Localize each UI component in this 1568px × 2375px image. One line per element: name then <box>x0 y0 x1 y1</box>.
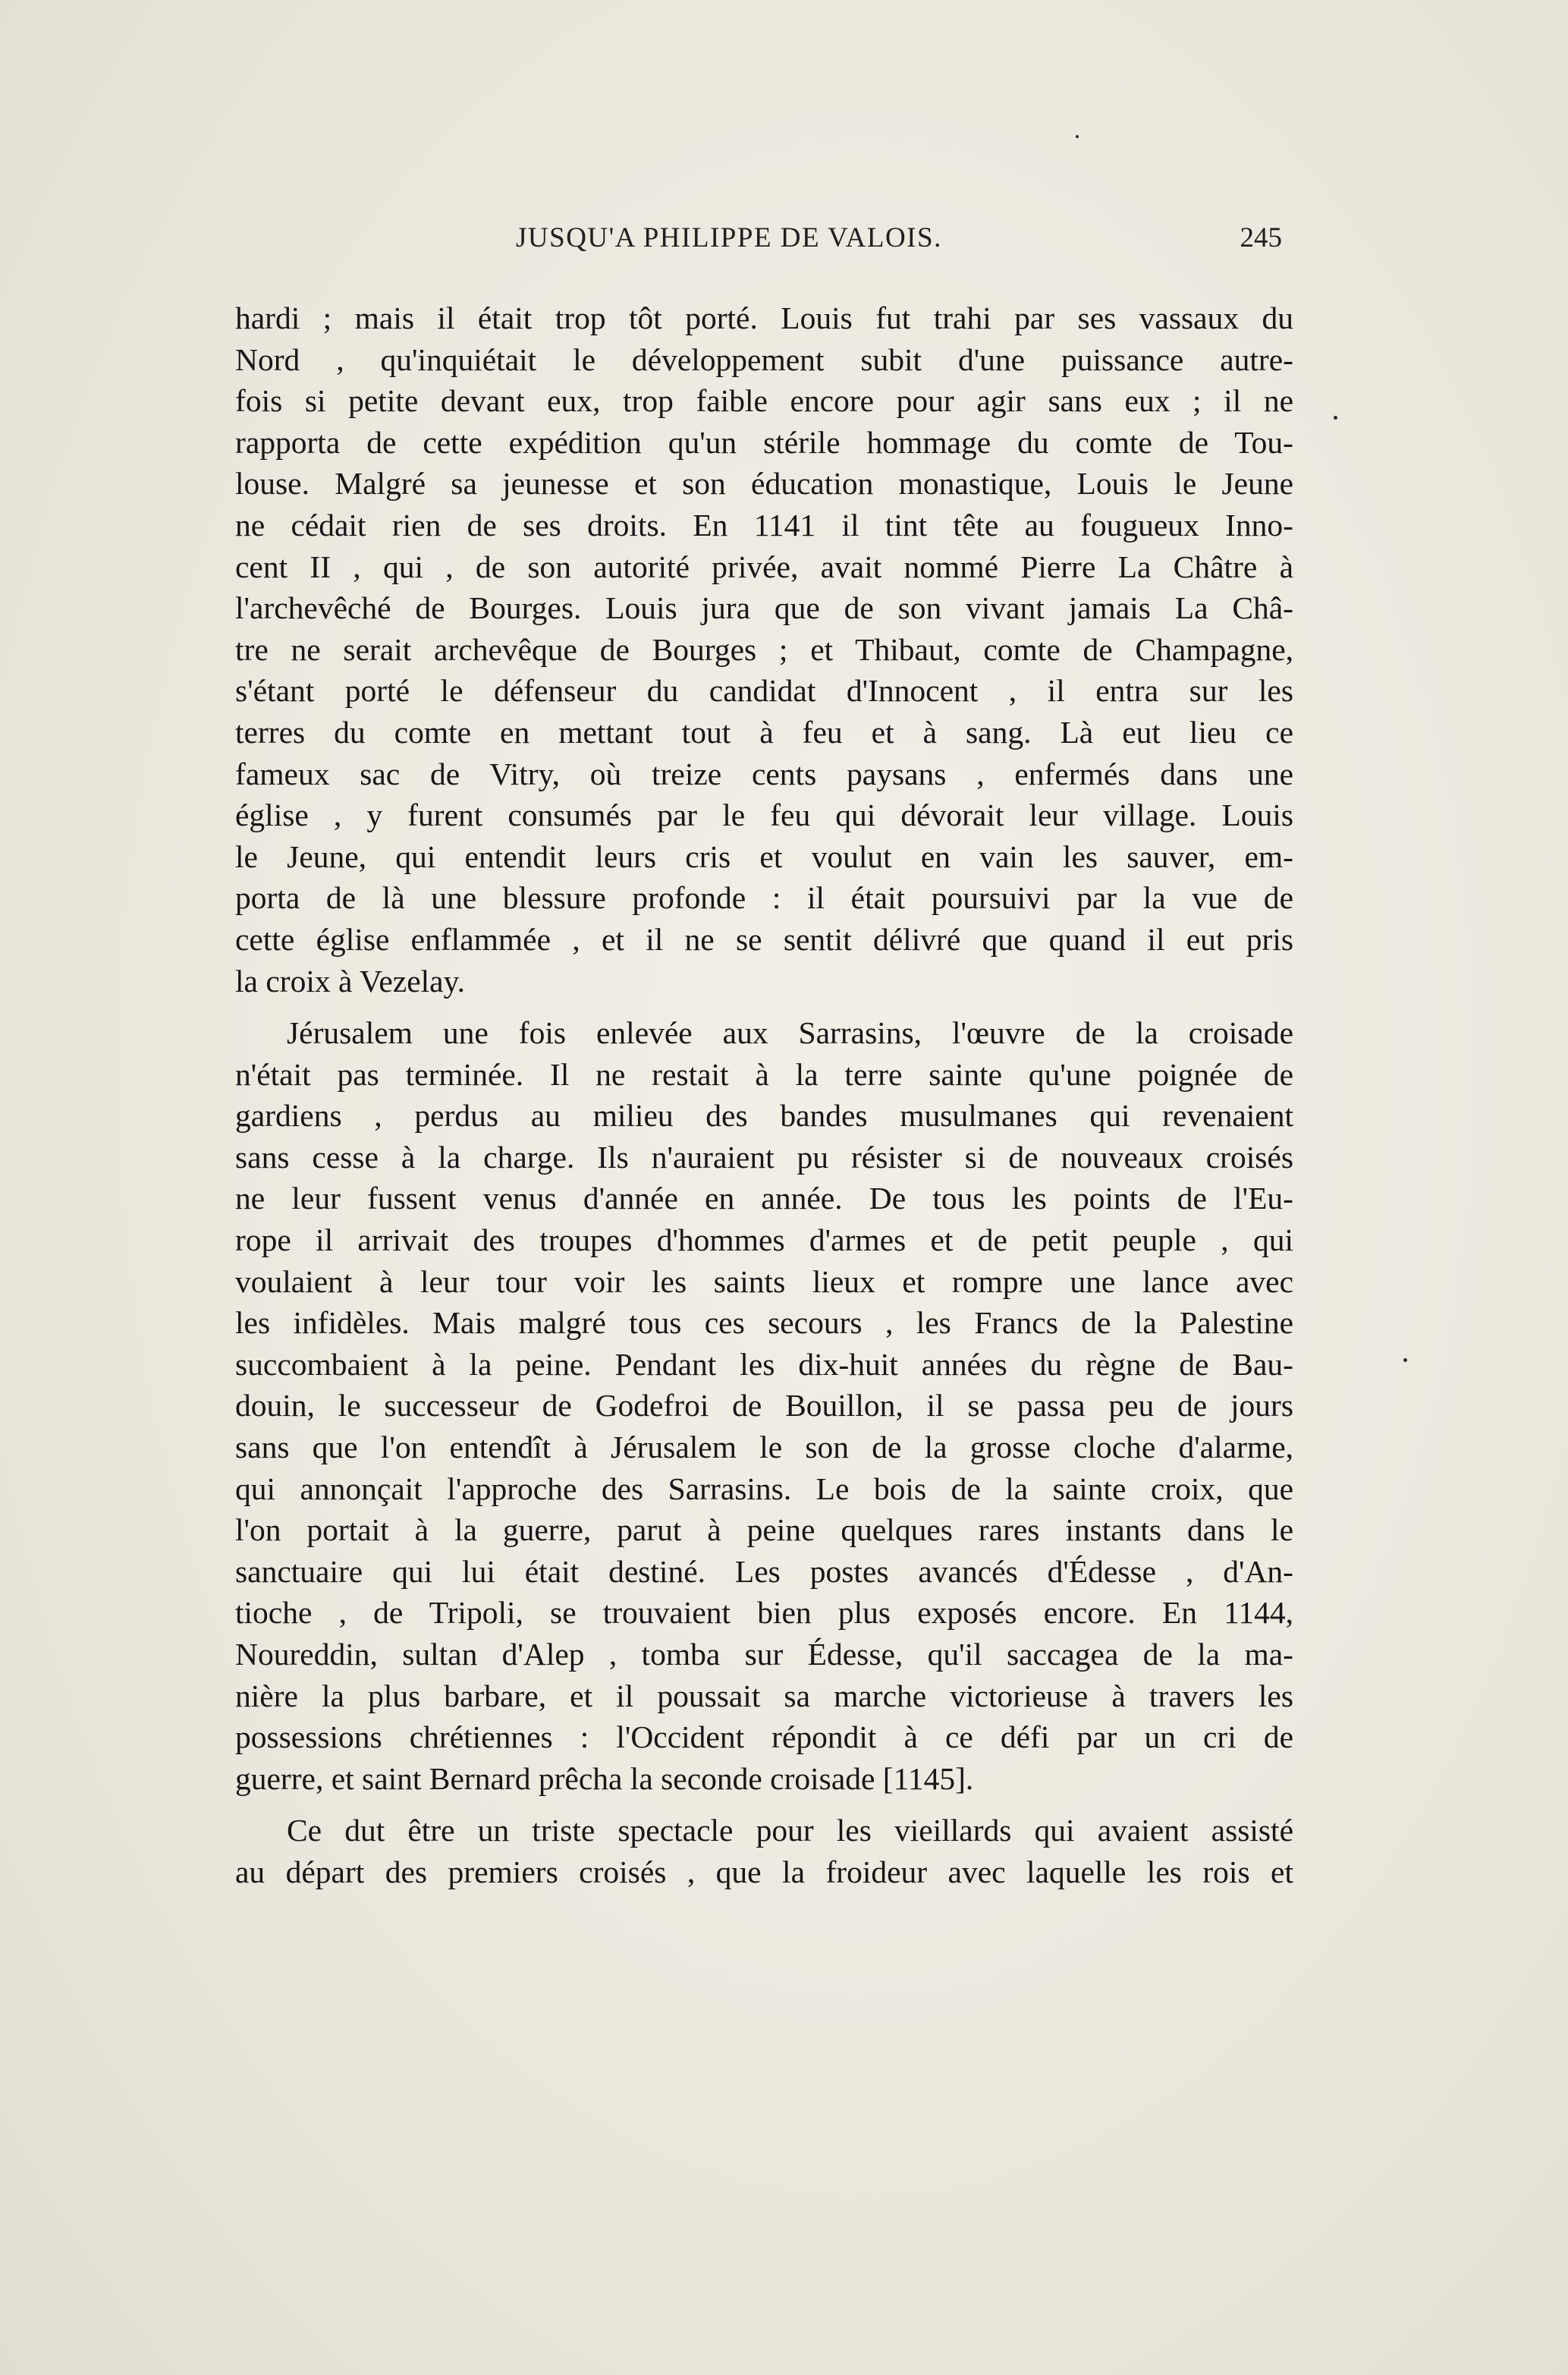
paragraph <box>235 1810 1293 1892</box>
paragraph <box>235 1012 1293 1799</box>
paragraph-gap <box>235 1002 1293 1012</box>
text-line: cent II , qui , de son autorité privée, avait nommé Pierre La Châtre à <box>235 549 1293 584</box>
text-line: terres du comte en mettant tout à feu et à sang. Là eut lieu ce <box>235 714 1293 750</box>
text-line: guerre, et saint Bernard prêcha la seconde croisade [1145]. <box>235 1760 974 1796</box>
paragraph <box>235 297 1293 1002</box>
paper-speck <box>1403 1358 1407 1362</box>
text-line: gardiens , perdus au milieu des bandes musulmanes qui revenaient <box>235 1098 1293 1134</box>
running-title: JUSQU'A PHILIPPE DE VALOIS. <box>516 222 942 253</box>
text-line: Jérusalem une fois enlevée aux Sarrasins, l'œuvre de la croisade <box>287 1015 1293 1051</box>
text-line: église , y furent consumés par le feu qui dévorait leur village. Louis <box>235 797 1293 833</box>
text-line: tre ne serait archevêque de Bourges ; et Thibaut, comte de Champagne, <box>235 631 1293 667</box>
text-line: sanctuaire qui lui était destiné. Les postes avancés d'Édesse , d'An- <box>235 1553 1293 1589</box>
text-line: ne leur fussent venus d'année en année. De tous les points de l'Eu- <box>235 1181 1293 1216</box>
text-line: l'archevêché de Bourges. Louis jura que de son vivant jamais La Châ- <box>235 590 1293 626</box>
text-line: porta de là une blessure profonde : il était poursuivi par la vue de <box>235 880 1293 916</box>
text-line: les infidèles. Mais malgré tous ces secours , les Francs de la Palestine <box>235 1305 1293 1341</box>
text-line: succombaient à la peine. Pendant les dix-huit années du règne de Bau- <box>235 1346 1293 1382</box>
text-line: cette église enflammée , et il ne se sentit délivré que quand il eut pris <box>235 921 1293 957</box>
text-line: sans que l'on entendît à Jérusalem le son de la grosse cloche d'alarme, <box>235 1430 1293 1465</box>
body-text <box>235 297 1293 1893</box>
text-line: au départ des premiers croisés , que la froideur avec laquelle les rois et <box>235 1854 1293 1889</box>
text-line: hardi ; mais il était trop tôt porté. Louis fut trahi par ses vassaux du <box>235 300 1293 335</box>
text-line: fameux sac de Vitry, où treize cents paysans , enfermés dans une <box>235 756 1293 791</box>
text-line: n'était pas terminée. Il ne restait à la terre sainte qu'une poignée de <box>235 1056 1293 1092</box>
text-line: possessions chrétiennes : l'Occident répondit à ce défi par un cri de <box>235 1719 1293 1755</box>
text-line: s'étant porté le défenseur du candidat d'Innocent , il entra sur les <box>235 673 1293 709</box>
text-line: Ce dut être un triste spectacle pour les vieillards qui avaient assisté <box>287 1813 1293 1848</box>
text-line: l'on portait à la guerre, parut à peine quelques rares instants dans le <box>235 1512 1293 1548</box>
text-line: louse. Malgré sa jeunesse et son éducation monastique, Louis le Jeune <box>235 466 1293 502</box>
text-line: sans cesse à la charge. Ils n'auraient pu résister si de nouveaux croisés <box>235 1139 1293 1175</box>
paragraph-gap <box>235 1799 1293 1810</box>
text-line: le Jeune, qui entendit leurs cris et voulut en vain les sauver, em- <box>235 838 1293 874</box>
paper-speck <box>1076 135 1079 138</box>
text-line: rope il arrivait des troupes d'hommes d'armes et de petit peuple , qui <box>235 1222 1293 1258</box>
text-line: la croix à Vezelay. <box>235 963 466 999</box>
text-line: fois si petite devant eux, trop faible encore pour agir sans eux ; il ne <box>235 383 1293 419</box>
text-line: rapporta de cette expédition qu'un stérile hommage du comte de Tou- <box>235 424 1293 460</box>
text-line: Noureddin, sultan d'Alep , tomba sur Édesse, qu'il saccagea de la ma- <box>235 1637 1293 1672</box>
text-line: qui annonçait l'approche des Sarrasins. Le bois de la sainte croix, que <box>235 1471 1293 1506</box>
text-line: Nord , qu'inquiétait le développement subit d'une puissance autre- <box>235 341 1293 377</box>
page-header <box>235 222 1282 267</box>
text-line: douin, le successeur de Godefroi de Bouillon, il se passa peu de jours <box>235 1388 1293 1423</box>
paper-speck <box>1334 416 1337 420</box>
text-line: voulaient à leur tour voir les saints lieux et rompre une lance avec <box>235 1263 1293 1299</box>
text-line: ne cédait rien de ses droits. En 1141 il tint tête au fougueux Inno- <box>235 507 1293 543</box>
text-line: tioche , de Tripoli, se trouvaient bien plus exposés encore. En 1144, <box>235 1595 1293 1631</box>
page-number: 245 <box>1240 222 1282 253</box>
text-line: nière la plus barbare, et il poussait sa marche victorieuse à travers les <box>235 1678 1293 1713</box>
